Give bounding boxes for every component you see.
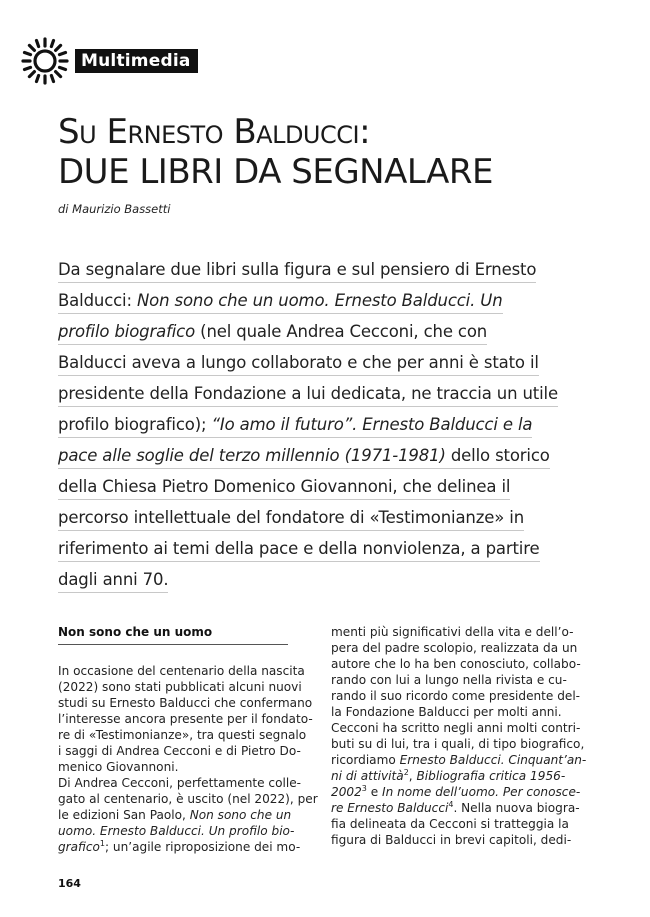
body-line: fia delineata da Cecconi si tratteggia la (331, 817, 569, 831)
body-line: autore che lo ha ben conosciuto, collabo- (331, 657, 581, 671)
sun-icon (20, 36, 70, 86)
article-title (58, 112, 493, 192)
book-title-ref: 2002 (331, 785, 362, 799)
lead-line: Da segnalare due libri sulla figura e sul pensiero di Ernesto (58, 260, 536, 283)
body-line: e (366, 785, 383, 799)
right-column (331, 624, 587, 848)
byline: di Maurizio Bassetti (58, 202, 171, 216)
body-line: le edizioni San Paolo, (58, 808, 190, 822)
lead-line: della Chiesa Pietro Domenico Giovannoni, che delinea il (58, 477, 510, 500)
footnote-ref: 3 (361, 783, 367, 793)
book-title-ref: Ernesto Balducci. Cinquant’an- (399, 753, 587, 767)
book-title-1-cont: profilo biografico (58, 322, 196, 341)
book-title-ref: ni di attività (331, 769, 404, 783)
subheading: Non sono che un uomo (58, 624, 288, 645)
body-line: i saggi di Andrea Cecconi e di Pietro Do- (58, 744, 301, 758)
article-title-line1: Su Ernesto Balducci: (58, 112, 371, 152)
book-title-1: Non sono che un uomo. Ernesto Balducci. Un (136, 291, 503, 310)
lead-line: presidente della Fondazione a lui dedicata, ne traccia un utile (58, 384, 558, 407)
lead-line: (nel quale Andrea Cecconi, che con (195, 322, 488, 341)
article-title-line2: DUE LIBRI DA SEGNALARE (58, 152, 493, 192)
page-number: 164 (58, 877, 81, 890)
lead-line: Balducci: (58, 291, 137, 310)
lead-line: Balducci aveva a lungo collaborato e che per anni è stato il (58, 353, 539, 376)
body-line: In occasione del centenario della nascita (58, 664, 305, 678)
book-title-2-cont: pace alle soglie del terzo millennio (1971-1981) (58, 446, 446, 465)
body-line: , (408, 769, 417, 783)
body-line: Di Andrea Cecconi, perfettamente colle- (58, 776, 301, 790)
section-header (20, 38, 198, 84)
body-line: . Nella nuova biogra- (453, 801, 580, 815)
lead-line: riferimento ai temi della pace e della nonviolenza, a partire (58, 539, 540, 562)
book-title-ref: uomo. Ernesto Balducci. Un profilo bio- (58, 824, 295, 838)
footnote-ref: 2 (403, 767, 409, 777)
body-line: rando il suo ricordo come presidente del- (331, 689, 581, 703)
lead-paragraph (58, 254, 568, 595)
section-label: Multimedia (75, 49, 198, 73)
book-title-ref: re Ernesto Balducci (331, 801, 449, 815)
lead-line: dello storico (445, 446, 550, 465)
body-line: studi su Ernesto Balducci che confermano (58, 696, 313, 710)
footnote-ref: 1 (99, 838, 106, 848)
body-line: re di «Testimonianze», tra questi segnalo (58, 728, 307, 742)
body-line: (2022) sono stati pubblicati alcuni nuovi (58, 680, 302, 694)
body-line: ; un’agile riproposizione dei mo- (105, 840, 301, 854)
book-title-ref: Bibliografia critica 1956- (416, 769, 566, 783)
body-line: menico Giovannoni. (58, 760, 179, 774)
lead-line: profilo biografico); (58, 415, 212, 434)
body-line: ricordiamo (331, 753, 400, 767)
body-line: la Fondazione Balducci per molti anni. (331, 705, 562, 719)
left-column (58, 624, 318, 855)
book-title-ref: Non sono che un (189, 808, 292, 822)
body-line: buti su di lui, tra i quali, di tipo biografico, (331, 737, 585, 751)
body-line: figura di Balducci in brevi capitoli, dedi- (331, 833, 572, 847)
book-title-2: “Io amo il futuro”. Ernesto Balducci e la (211, 415, 533, 434)
footnote-ref: 4 (448, 799, 454, 809)
body-line: menti più significativi della vita e dell’o- (331, 625, 574, 639)
body-line: pera del padre scolopio, realizzata da un (331, 641, 578, 655)
body-line: Cecconi ha scritto negli anni molti contri- (331, 721, 581, 735)
lead-line: dagli anni 70. (58, 570, 168, 593)
lead-line: percorso intellettuale del fondatore di «Testimonianze» in (58, 508, 524, 531)
book-title-ref: In nome dell’uomo. Per conosce- (382, 785, 581, 799)
body-line: gato al centenario, è uscito (nel 2022), per (58, 792, 318, 806)
body-line: rando con lui a lungo nella rivista e cu- (331, 673, 567, 687)
body-line: l’interesse ancora presente per il fondato- (58, 712, 313, 726)
book-title-ref: grafico (58, 840, 100, 854)
